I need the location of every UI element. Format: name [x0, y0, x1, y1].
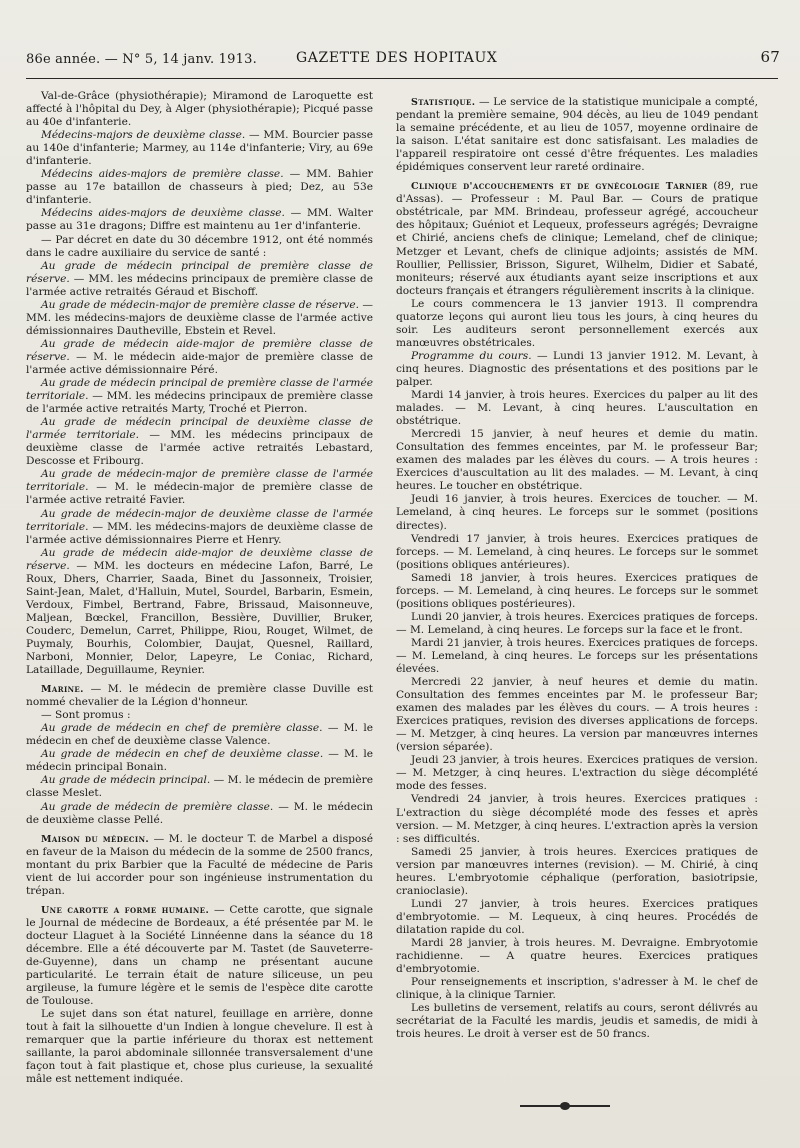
- paragraph: [26, 1008, 373, 1086]
- paragraph: [26, 508, 373, 547]
- paragraph-text: — MM. les médecins principaux de première classe de l'armée active retraités Marty, Troché et Pierron.: [26, 390, 373, 416]
- paragraph-text: — Lundi 13 janvier 1912. M. Levant, à cinq heures. Diagnostic des présentations et des positions par le palper.: [396, 349, 759, 388]
- paragraph-text: — MM. les docteurs en médecine Lafon, Barré, Le Roux, Dhers, Charrier, Saada, Binet du Jassonneix, Troisier, Saint-Jean, Malet, d'Halluin, Mutel, Sourdel, Barbarin, Esmein, Verdoux, Fimbel, Bertrand, Fabre, Brissaud, Maisonneuve, Maljean, Bœckel, Francillon, Bessière, Duvillier, Bruker, Couderc, Demelun, Carret, Philippe, Riou, Rouget, Wilmet, de Puymaly, Bourhis, Colombier, Daujat, Quesnel, Raillard, Narboni, Monnier, Delor, Lapeyre, Le Coniac, Richard, Lataillade, Deguillaume, Reynier.: [26, 559, 373, 677]
- paragraph: [396, 1002, 758, 1041]
- italic-lead: Médecins aides-majors de deuxième classe.: [41, 207, 285, 220]
- paragraph-text: Mardi 21 janvier, à trois heures. Exercices pratiques de forceps. — M. Lemeland, à cinq heures. Le forceps sur les présentations élevées.: [396, 636, 758, 676]
- paragraph-text: (89, rue d'Assas). — Professeur : M. Paul Bar. — Cours de pratique obstétricale, par MM. Brindeau, professeur agrégé, accoucheur des hôpitaux; Guéniot et Lequeux, professeurs agrégés; Devraigne et Chirié, anciens chefs de clinique; Lemeland, chef de clinique; Metzger et Levant, chefs de clinique adjoints; assistés de MM. Roullier, Pellissier, Brisson, Siguret, Wilhelm, Didier et Sabaté, moniteurs; réservé aux étudiants ayant seize inscriptions et aux docteurs français et étrangers régulièrement inscrits à la clinique.: [396, 180, 759, 297]
- italic-lead: Au grade de médecin-major de deuxième classe de l'armée territoriale.: [26, 507, 373, 533]
- paragraph: [396, 180, 758, 297]
- paragraph-text: — MM. Bahier passe au 17e bataillon de chasseurs à pied; Dez, au 53e d'infanterie.: [26, 168, 373, 207]
- italic-lead: Médecins-majors de deuxième classe.: [41, 129, 246, 142]
- paragraph-text: Le cours commencera le 13 janvier 1913. Il comprendra quatorze leçons qui auront lieu tous les jours, à cinq heures du soir. Les auditeurs seront personnellement exercés aux manœuvres obstétricales.: [396, 297, 758, 349]
- italic-lead: Au grade de médecin-major de première classe de réserve.: [41, 298, 359, 311]
- paragraph: [396, 846, 758, 898]
- header-rule: [26, 78, 778, 79]
- paragraph-text: Mercredi 15 janvier, à neuf heures et demie du matin. Consultation des femmes enceintes, par M. le professeur Bar; examen des malades par les élèves du cours. — A trois heures : Exercices d'auscultation au lit des malades. — M. Levant, à cinq heures. Le toucher en obstétrique.: [396, 428, 758, 493]
- section-heading: Marine.: [41, 684, 84, 696]
- paragraph: [26, 683, 373, 709]
- paragraph: [26, 416, 373, 468]
- paragraph-text: — M. le médecin-major de première classe de l'armée active retraité Favier.: [26, 481, 373, 507]
- paragraph: [396, 389, 758, 428]
- paragraph-text: — M. le médecin aide-major de première classe de l'armée active démissionnaire Péré.: [26, 350, 373, 376]
- page-number: 67: [760, 48, 780, 66]
- paragraph-text: Mardi 14 janvier, à trois heures. Exercices du palper au lit des malades. — M. Levant, à cinq heures. L'auscultation en obstétrique.: [396, 389, 758, 428]
- paragraph: [26, 299, 373, 338]
- paragraph-text: — MM. Bourcier passe au 140e d'infanterie; Marmey, au 114e d'infanterie; Viry, au 69e d'infanterie.: [26, 129, 373, 168]
- paragraph-text: — M. le médecin en chef de deuxième classe Valence.: [26, 722, 373, 748]
- paragraph-text: Samedi 18 janvier, à trois heures. Exercices pratiques de forceps. — M. Lemeland, à cinq heures. Le forceps sur le sommet (positions obliques postérieures).: [396, 571, 758, 610]
- paragraph: [26, 904, 373, 1008]
- paragraph: [396, 754, 758, 793]
- paragraph: [26, 168, 373, 207]
- paragraph: [396, 493, 758, 532]
- paragraph-text: — M. le médecin de deuxième classe Pellé.: [26, 800, 373, 826]
- paragraph-text: — M. le médecin principal Bonain.: [26, 748, 373, 774]
- paragraph-text: — M. le docteur T. de Marbel a disposé en faveur de la Maison du médecin de la somme de 2500 francs, montant du prix Barbier que la Faculté de médecine de Paris vient de lui accorder pour son ingénieuse instrumentation du trépan.: [26, 832, 373, 897]
- paragraph: [26, 774, 373, 800]
- left-column: [26, 90, 373, 1087]
- paragraph-text: — Sont promus :: [41, 709, 131, 722]
- paragraph: [396, 533, 758, 572]
- italic-lead: Au grade de médecin aide-major de deuxième classe de réserve.: [26, 546, 373, 572]
- paragraph-text: Les bulletins de versement, relatifs au cours, seront délivrés au secrétariat de la Faculté les mardis, jeudis et samedis, de midi à trois heures. Le droit à verser est de 50 francs.: [396, 1002, 758, 1041]
- paragraph: [26, 338, 373, 377]
- paragraph: [396, 572, 758, 611]
- paragraph: [26, 748, 373, 774]
- paragraph-text: Mardi 28 janvier, à trois heures. M. Devraigne. Embryotomie rachidienne. — A quatre heures. Exercices pratiques d'embryotomie.: [396, 937, 758, 976]
- paragraph-text: Mercredi 22 janvier, à neuf heures et demie du matin. Consultation des femmes enceintes par M. le professeur Bar; examen des malades par les élèves du cours. — A trois heures : Exercices pratiques, revision des diverses applications de forceps. — M. Metzger, à cinq heures. La version par manœuvres internes (version séparée).: [396, 676, 758, 754]
- paragraph-text: — MM. les médecins-majors de deuxième classe de l'armée active démissionnaires Pierre et Henry.: [26, 520, 373, 546]
- paragraph: [26, 547, 373, 677]
- italic-lead: Au grade de médecin-major de première classe de l'armée territoriale.: [26, 468, 373, 494]
- paragraph: [396, 898, 758, 937]
- italic-lead: Au grade de médecin en chef de deuxième classe.: [41, 748, 324, 761]
- paragraph-text: Val-de-Grâce (physiothérapie); Miramond de Laroquette est affecté à l'hôpital du Dey, à Alger (physiothérapie); Picqué passe au 40e d'infanterie.: [26, 90, 373, 129]
- paragraph: [26, 377, 373, 416]
- paragraph-text: — MM. les médecins principaux de deuxième classe de l'armée active retraités Lebastard, Descosse et Fribourg.: [26, 429, 373, 468]
- paragraph: [26, 207, 373, 233]
- paragraph: [396, 976, 758, 1002]
- paragraph-text: Lundi 20 janvier, à trois heures. Exercices pratiques de forceps. — M. Lemeland, à cinq heures. Le forceps sur la face et le front.: [396, 610, 758, 636]
- paragraph-text: — MM. les médecins principaux de première classe de l'armée active retraités Géraud et Bischoff.: [26, 272, 373, 298]
- paragraph: [396, 676, 758, 754]
- section-heading: Maison du médecin.: [41, 833, 150, 845]
- section-heading: Statistique.: [411, 97, 476, 108]
- paragraph-text: — Le service de la statistique municipale a compté, pendant la première semaine, 904 décès, au lieu de 1049 pendant la semaine précédente, et au lieu de 1057, moyenne ordinaire de la saison. L'état sanitaire est donc satisfaisant. Les maladies de l'appareil respiratoire ont cessé d'être fréquentes. Les maladies épidémiques conservent leur rareté ordinaire.: [396, 96, 758, 174]
- paragraph: [26, 129, 373, 168]
- right-column: [396, 90, 758, 1041]
- italic-lead: Au grade de médecin de première classe.: [41, 800, 274, 813]
- paragraph: [396, 298, 758, 350]
- paragraph: [26, 90, 373, 129]
- italic-lead: Au grade de médecin principal de première classe de réserve.: [26, 259, 373, 285]
- paragraph: [396, 937, 758, 976]
- section-heading: Une carotte a forme humaine.: [41, 904, 210, 916]
- paragraph: [26, 260, 373, 299]
- paragraph-text: — MM. Walter passe au 31e dragons; Diffre est maintenu au 1er d'infanterie.: [26, 207, 373, 233]
- italic-lead: Au grade de médecin aide-major de première classe de réserve.: [26, 337, 373, 363]
- end-ornament: [520, 1102, 610, 1110]
- paragraph-text: Jeudi 16 janvier, à trois heures. Exercices de toucher. — M. Lemeland, à cinq heures. Le forceps sur le sommet (positions directes).: [396, 493, 758, 532]
- paragraph-text: — Cette carotte, que signale le Journal de médecine de Bordeaux, a été présentée par M. le docteur Llaguet à la Société Linnéenne dans la séance du 18 décembre. Elle a été découverte par M. Tastet (de Sauveterre-de-Guyenne), dans un champ ne présentant aucune particularité. Le terrain était de nature siliceuse, un peu argileuse, la fumure légère et le semis de l'espèce dite carotte de Toulouse.: [26, 903, 373, 1008]
- paragraph: [396, 96, 758, 174]
- italic-lead: Programme du cours.: [411, 349, 532, 362]
- paragraph: [396, 637, 758, 676]
- paragraph: [26, 722, 373, 748]
- italic-lead: Au grade de médecin en chef de première classe.: [41, 722, 323, 735]
- paragraph: [396, 611, 758, 637]
- paragraph-text: — M. le médecin de première classe Duville est nommé chevalier de la Légion d'honneur.: [26, 683, 373, 709]
- paragraph: [396, 350, 758, 389]
- journal-title: GAZETTE DES HOPITAUX: [296, 50, 498, 66]
- paragraph-text: — Par décret en date du 30 décembre 1912, ont été nommés dans le cadre auxiliaire du service de santé :: [26, 233, 373, 259]
- paragraph: [26, 468, 373, 507]
- paragraph: [26, 234, 373, 260]
- paragraph-text: Samedi 25 janvier, à trois heures. Exercices pratiques de version par manœuvres internes (revision). — M. Chirié, à cinq heures. L'embryotomie céphalique (perforation, basiotripsie, cranioclasie).: [396, 845, 758, 897]
- paragraph-text: — M. le médecin de première classe Meslet.: [26, 774, 373, 800]
- paragraph-text: Pour renseignements et inscription, s'adresser à M. le chef de clinique, à la clinique Tarnier.: [396, 976, 758, 1002]
- paragraph: [396, 428, 758, 493]
- paragraph-text: Jeudi 23 janvier, à trois heures. Exercices pratiques de version. — M. Metzger, à cinq heures. L'extraction du siège décomplété mode des fesses.: [396, 754, 758, 793]
- ornament-dot: [560, 1102, 570, 1110]
- issue-info: 86e année. — N° 5, 14 janv. 1913.: [26, 52, 257, 67]
- paragraph: [26, 801, 373, 827]
- paragraph-text: Lundi 27 janvier, à trois heures. Exercices pratiques d'embryotomie. — M. Lequeux, à cinq heures. Procédés de dilatation rapide du col.: [396, 897, 758, 936]
- page-header: [26, 48, 780, 72]
- paragraph: [26, 709, 373, 722]
- section-heading: Clinique d'accouchements et de gynécologie Tarnier: [411, 181, 708, 193]
- italic-lead: Au grade de médecin principal.: [41, 774, 211, 787]
- paragraph-text: Vendredi 24 janvier, à trois heures. Exercices pratiques : L'extraction du siège décomplété mode des fesses et après version. — M. Metzger, à cinq heures. L'extraction après la version : ses difficultés.: [396, 793, 758, 845]
- paragraph-text: — MM. les médecins-majors de deuxième classe de l'armée active démissionnaires Dautheville, Ebstein et Revel.: [26, 298, 373, 337]
- italic-lead: Au grade de médecin principal de deuxième classe de l'armée territoriale.: [26, 416, 373, 442]
- italic-lead: Au grade de médecin principal de première classe de l'armée territoriale.: [26, 377, 373, 403]
- paragraph-text: Le sujet dans son état naturel, feuillage en arrière, donne tout à fait la silhouette d'un Indien à longue chevelure. Il est à remarquer que la partie inférieure du thorax est nettement saillante, la paroi abdominale sillonnée transversalement d'une façon tout à fait plastique et, chose plus curieuse, la sexualité mâle est nettement indiquée.: [26, 1008, 373, 1086]
- paragraph-text: Vendredi 17 janvier, à trois heures. Exercices pratiques de forceps. — M. Lemeland, à cinq heures. Le forceps sur le sommet (positions obliques antérieures).: [396, 532, 758, 571]
- paragraph: [396, 793, 758, 845]
- paragraph: [26, 833, 373, 898]
- italic-lead: Médecins aides-majors de première classe.: [41, 168, 284, 181]
